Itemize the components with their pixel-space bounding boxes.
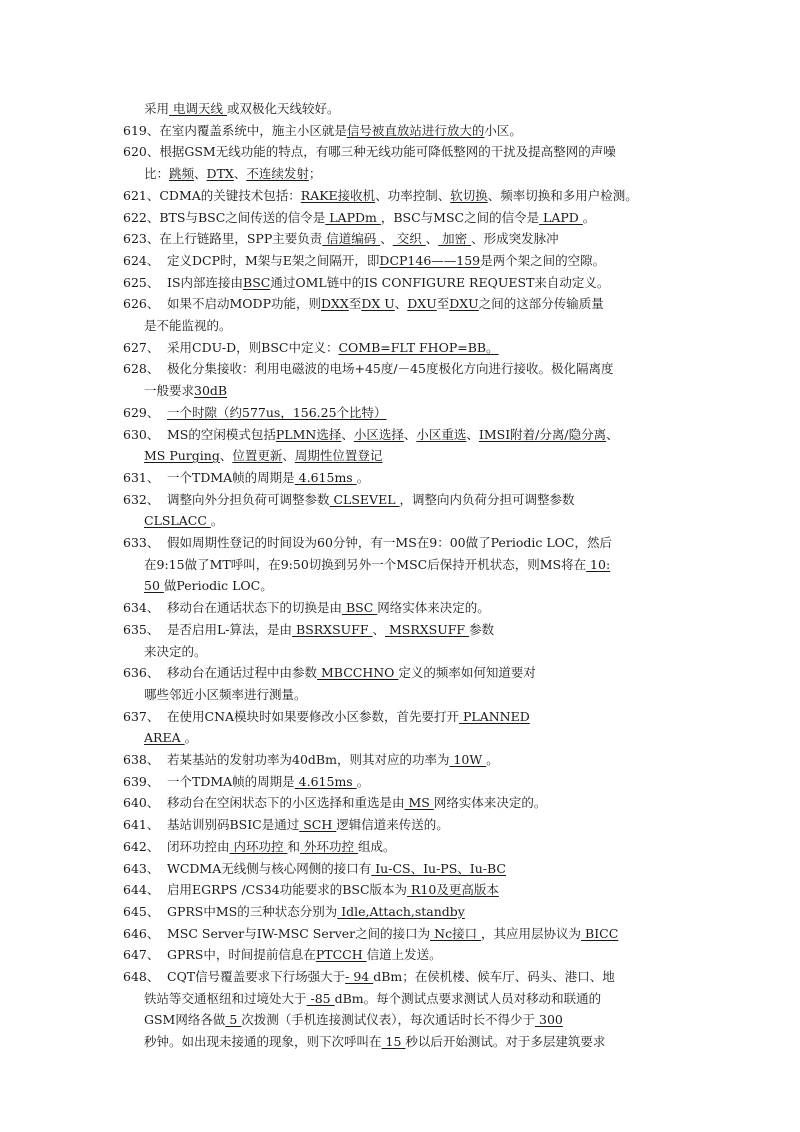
item-number: 642、 (123, 838, 160, 854)
text-line (123, 358, 683, 380)
item-text: 调整向外分担负荷可调整参数 CLSEVEL ，调整向内负荷分担可调整参数 (167, 491, 575, 507)
item-text: 是否启用L-算法，是由 BSRXSUFF 、 MSRXSUFF 参数 (167, 621, 495, 637)
item-number: 632、 (123, 491, 160, 507)
item-text: 极化分集接收：利用电磁波的电场+45度/－45度极化方向进行接收。极化隔离度 (167, 361, 614, 377)
item-number: 641、 (123, 817, 160, 833)
item-text: 50 做Periodic LOC。 (144, 578, 273, 594)
item-number: 629、 (123, 404, 160, 420)
item-text: 一个TDMA帧的周期是 4.615ms 。 (167, 773, 370, 789)
item-text: IS内部连接由BSC通过OML链中的IS CONFIGURE REQUEST来自动定义。 (167, 274, 610, 290)
item-text: MS的空闲模式包括PLMN选择、小区选择、小区重选、IMSI附着/分离/隐分离、 (167, 426, 619, 442)
item-number: 620、 (123, 144, 160, 160)
item-text: 基站训别码BSIC是通过 SCH 逻辑信道来传送的。 (167, 817, 449, 833)
text-line (144, 554, 684, 576)
text-line (123, 901, 683, 923)
item-number: 619、 (123, 122, 160, 138)
item-text: 采用CDU-D，则BSC中定义：COMB=FLT FHOP=BB。 (167, 339, 499, 355)
text-line (144, 315, 684, 337)
item-number: 640、 (123, 795, 160, 811)
item-text: CLSLACC 。 (144, 513, 224, 529)
item-text: GPRS中，时间提前信息在PTCCH 信道上发送。 (167, 947, 442, 963)
item-text: GSM网络各做 5 次拨测（手机连接测试仪表），每次通话时长不得少于 300 (144, 1012, 563, 1028)
item-text: 一个时隙（约577us，156.25个比特） (167, 404, 387, 420)
item-text: 在使用CNA模块时如果要修改小区参数，首先要打开 PLANNED (167, 708, 530, 724)
item-number: 621、 (123, 187, 160, 203)
text-line (123, 944, 683, 966)
item-number: 628、 (123, 361, 160, 377)
text-line (123, 120, 683, 142)
item-text: 启用EGRPS /CS34功能要求的BSC版本为 R10及更高版本 (167, 882, 499, 898)
item-number: 624、 (123, 252, 160, 268)
item-text: CDMA的关键技术包括：RAKE接收机、功率控制、软切换、频率切换和多用户检测。 (159, 187, 638, 203)
text-line (123, 966, 683, 988)
item-number: 647、 (123, 947, 160, 963)
item-text: 在上行链路里，SPP主要负责 信道编码 、 交织 、 加密 、形成突发脉冲 (159, 231, 559, 247)
item-text: 移动台在空闲状态下的小区选择和重选是由 MS 网络实体来决定的。 (167, 795, 547, 811)
text-line (123, 141, 683, 163)
item-number: 636、 (123, 665, 160, 681)
item-number: 635、 (123, 621, 160, 637)
item-number: 643、 (123, 860, 160, 876)
item-text: 秒钟。如出现未接通的现象，则下次呼叫在 15 秒以后开始测试。对于多层建筑要求 (144, 1034, 606, 1050)
text-line (123, 272, 683, 294)
text-line (123, 489, 683, 511)
item-text: MSC Server与IW-MSC Server之间的接口为 Nc接口 ，其应用层协议为 BICC (167, 925, 619, 941)
item-number: 639、 (123, 773, 160, 789)
text-line (123, 619, 683, 641)
text-line (144, 163, 684, 185)
item-text: 采用 电调天线 或双极化天线较好。 (144, 101, 340, 116)
text-line (123, 467, 683, 489)
text-line (123, 185, 683, 207)
text-line (144, 1009, 684, 1031)
item-number: 623、 (123, 231, 160, 247)
text-line (123, 293, 683, 315)
item-number: 645、 (123, 903, 160, 919)
text-line (123, 879, 683, 901)
item-number: 644、 (123, 882, 160, 898)
text-line (144, 988, 684, 1010)
item-text: 闭环功控由 内环功控 和 外环功控 组成。 (167, 838, 396, 854)
text-line (123, 749, 683, 771)
item-number: 637、 (123, 708, 160, 724)
text-line (123, 597, 683, 619)
item-text: 移动台在通话过程中由参数 MBCCHNO 定义的频率如何知道要对 (167, 665, 536, 681)
item-number: 638、 (123, 752, 160, 767)
text-line (144, 684, 684, 706)
item-number: 627、 (123, 339, 160, 355)
text-line (123, 706, 683, 728)
text-line (123, 402, 683, 424)
item-text: 哪些邻近小区频率进行测量。 (144, 686, 307, 702)
item-number: 634、 (123, 600, 160, 616)
item-text: 是不能监视的。 (144, 318, 232, 333)
item-number: 625、 (123, 274, 160, 290)
item-text: 移动台在通话状态下的切换是由 BSC 网络实体来决定的。 (167, 600, 490, 616)
text-line (144, 510, 684, 532)
item-text: 来决定的。 (144, 643, 207, 659)
text-line (123, 771, 683, 793)
text-line (123, 207, 683, 229)
item-number: 626、 (123, 296, 160, 312)
text-line (123, 662, 683, 684)
item-text: WCDMA无线侧与核心网侧的接口有 Iu-CS、Iu-PS、Iu-BC (167, 860, 506, 876)
item-number: 631、 (123, 469, 160, 485)
item-text: 假如周期性登记的时间设为60分钟，有一MS在9：00做了Periodic LOC，然后 (167, 535, 612, 550)
text-line (123, 923, 683, 945)
text-line (123, 337, 683, 359)
item-text: 一个TDMA帧的周期是 4.615ms 。 (167, 469, 370, 485)
text-line (144, 380, 684, 402)
text-line (144, 1031, 684, 1053)
text-line (123, 532, 683, 554)
text-line (123, 858, 683, 880)
item-number: 646、 (123, 925, 160, 941)
item-text: 在室内覆盖系统中，施主小区就是信号被直放站进行放大的小区。 (159, 122, 522, 138)
text-line (144, 641, 684, 663)
text-line (144, 445, 684, 467)
item-text: 定义DCP时，M架与E架之间隔开，即DCP146——159是两个架之间的空隙。 (167, 252, 606, 268)
item-text: BTS与BSC之间传送的信令是 LAPDm ，BSC与MSC之间的信令是 LAPD 。 (159, 209, 596, 225)
item-text: 若某基站的发射功率为40dBm，则其对应的功率为 10W 。 (167, 752, 499, 767)
item-text: 一般要求30dB (144, 383, 228, 399)
item-text: GPRS中MS的三种状态分别为 Idle,Attach,standby (167, 903, 465, 919)
text-line (123, 228, 683, 250)
item-text: AREA 。 (144, 730, 198, 746)
item-text: MS Purging、位置更新、周期性位置登记 (144, 448, 383, 464)
item-text: 铁站等交通枢纽和过境处大于 -85 dBm。每个测试点要求测试人员对移动和联通的 (144, 990, 602, 1006)
text-line (123, 836, 683, 858)
text-line (144, 727, 684, 749)
text-line (144, 575, 684, 597)
item-number: 648、 (123, 969, 160, 984)
item-number: 630、 (123, 426, 160, 442)
item-number: 622、 (123, 209, 160, 225)
text-line (123, 250, 683, 272)
text-line (123, 424, 683, 446)
item-text: 在9:15做了MT呼叫，在9:50切换到另外一个MSC后保持开机状态，则MS将在 10: (144, 556, 611, 572)
text-line (123, 814, 683, 836)
item-text: 根据GSM无线功能的特点，有哪三种无线功能可降低整网的干扰及提高整网的声噪 (159, 144, 616, 160)
item-number: 633、 (123, 535, 160, 550)
item-text: 比：跳频、DTX、不连续发射； (144, 166, 322, 182)
text-line (123, 792, 683, 814)
item-text: 如果不启动MODP功能，则DXX至DX U、DXU至DXU之间的这部分传输质量 (167, 296, 604, 312)
item-text: CQT信号覆盖要求下行场强大于- 94 dBm；在侯机楼、候车厅、码头、港口、地 (167, 969, 615, 984)
text-line (144, 98, 684, 120)
